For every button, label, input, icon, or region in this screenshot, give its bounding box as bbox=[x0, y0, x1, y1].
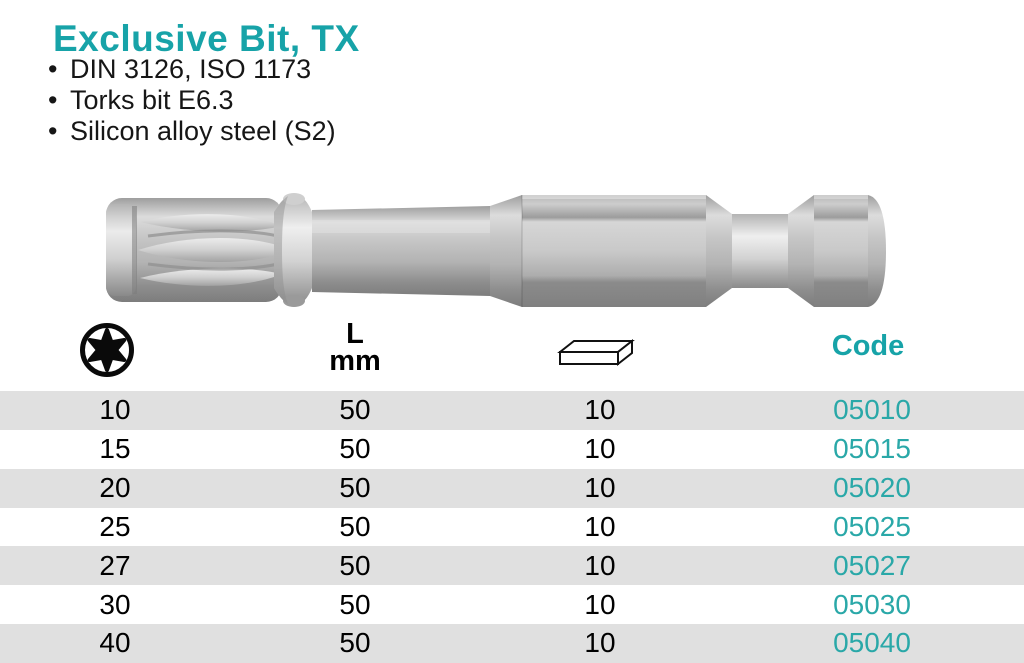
length-cell: 50 bbox=[339, 433, 371, 465]
length-header-unit: mm bbox=[329, 345, 381, 377]
table-row bbox=[0, 585, 1024, 624]
code-cell: 05027 bbox=[833, 549, 911, 581]
length-cell: 50 bbox=[339, 588, 371, 620]
qty-cell: 10 bbox=[584, 510, 616, 542]
bit-collar bbox=[274, 193, 312, 307]
code-cell: 05015 bbox=[833, 433, 911, 465]
tx-size-cell: 30 bbox=[99, 588, 131, 620]
tx-size-cell: 15 bbox=[99, 433, 131, 465]
qty-cell: 10 bbox=[584, 549, 616, 581]
code-cell: 05020 bbox=[833, 472, 911, 504]
length-cell: 50 bbox=[339, 627, 371, 659]
qty-cell: 10 bbox=[584, 627, 616, 659]
table-row bbox=[0, 469, 1024, 508]
table-row bbox=[0, 546, 1024, 585]
bit-hex-body bbox=[490, 195, 732, 307]
torx-star-icon bbox=[79, 321, 135, 379]
code-cell: 05010 bbox=[833, 394, 911, 426]
length-cell: 50 bbox=[339, 472, 371, 504]
length-cell: 50 bbox=[339, 510, 371, 542]
feature-text: Torks bit E6.3 bbox=[70, 85, 234, 115]
bullet-icon: • bbox=[48, 85, 58, 115]
column-header-length bbox=[230, 318, 480, 377]
bullet-icon: • bbox=[48, 116, 58, 146]
tx-size-cell: 20 bbox=[99, 472, 131, 504]
qty-cell: 10 bbox=[584, 433, 616, 465]
feature-item bbox=[48, 116, 336, 147]
code-cell: 05040 bbox=[833, 627, 911, 659]
code-cell: 05030 bbox=[833, 588, 911, 620]
bit-shaft bbox=[312, 206, 490, 296]
bit-neck-groove bbox=[732, 214, 788, 288]
length-cell: 50 bbox=[339, 549, 371, 581]
tx-size-cell: 25 bbox=[99, 510, 131, 542]
tx-size-cell: 27 bbox=[99, 549, 131, 581]
feature-text: Silicon alloy steel (S2) bbox=[70, 116, 336, 146]
box-icon bbox=[557, 337, 635, 367]
table-row bbox=[0, 430, 1024, 469]
feature-list bbox=[48, 54, 336, 147]
tx-size-cell: 10 bbox=[99, 394, 131, 426]
table-row bbox=[0, 508, 1024, 547]
feature-item bbox=[48, 54, 336, 85]
code-cell: 05025 bbox=[833, 510, 911, 542]
bit-torx-tip bbox=[106, 198, 290, 302]
column-header-code: Code bbox=[831, 330, 905, 362]
qty-cell: 10 bbox=[584, 588, 616, 620]
table-row bbox=[0, 391, 1024, 430]
feature-item bbox=[48, 85, 336, 116]
bit-hex-end bbox=[788, 195, 886, 307]
page-title: Exclusive Bit, TX bbox=[53, 17, 360, 59]
qty-cell: 10 bbox=[584, 394, 616, 426]
length-cell: 50 bbox=[339, 394, 371, 426]
tx-size-cell: 40 bbox=[99, 627, 131, 659]
torx-bit-photo bbox=[98, 162, 890, 320]
table-row bbox=[0, 624, 1024, 663]
qty-cell: 10 bbox=[584, 472, 616, 504]
length-header-label: L bbox=[346, 318, 364, 350]
bullet-icon: • bbox=[48, 54, 58, 84]
product-table bbox=[0, 391, 1024, 663]
feature-text: DIN 3126, ISO 1173 bbox=[70, 54, 312, 84]
